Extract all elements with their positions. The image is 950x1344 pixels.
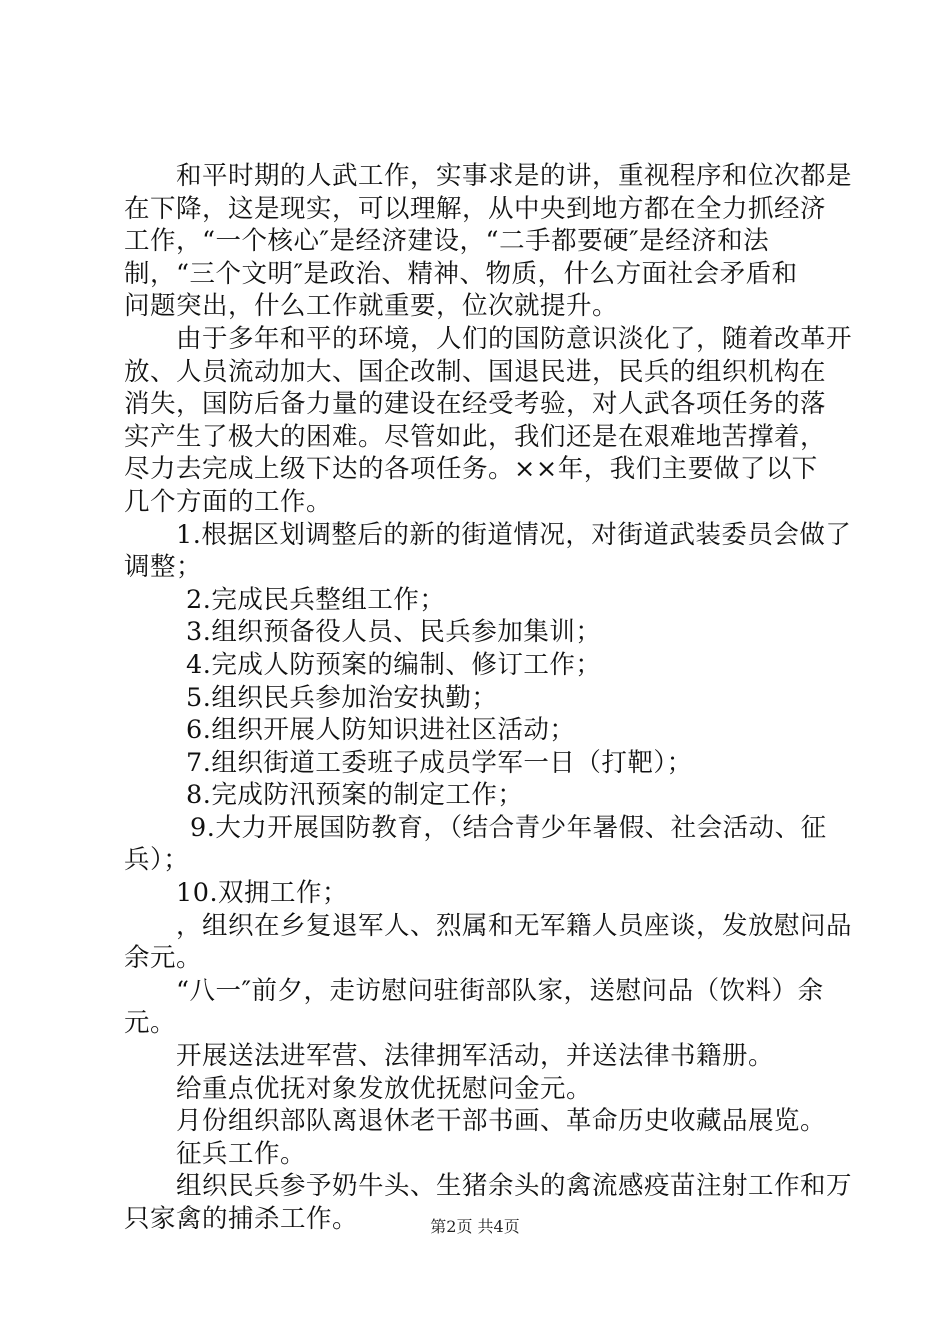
text-line: 消失，国防后备力量的建设在经受考验，对人武各项任务的落 <box>124 389 827 420</box>
list-item: 6.组织开展人防知识进社区活动； <box>186 715 576 746</box>
text-line: 放、人员流动加大、国企改制、国退民进，民兵的组织机构在 <box>124 356 827 387</box>
list-item: 2.完成民兵整组工作； <box>186 584 446 615</box>
page-number: 第2页 共4页 <box>430 1217 520 1236</box>
text-line: 给重点优抚对象发放优抚慰问金元。 <box>176 1073 593 1104</box>
text-line: 调整； <box>124 552 203 583</box>
document-body <box>124 160 853 1236</box>
text-line: 实产生了极大的困难。尽管如此，我们还是在艰难地苦撑着， <box>124 421 827 452</box>
list-item: 7.组织街道工委班子成员学军一日（打靶）； <box>186 747 693 778</box>
text-line: 只家禽的捕杀工作。 <box>124 1204 359 1234</box>
text-line: 组织民兵参予奶牛头、生猪余头的禽流感疫苗注射工作和万 <box>176 1171 853 1202</box>
list-item: 1.根据区划调整后的新的街道情况，对街道武装委员会做了 <box>176 519 852 550</box>
text-line: 尽力去完成上级下达的各项任务。××年，我们主要做了以下 <box>124 454 818 485</box>
text-line: 开展送法进军营、法律拥军活动，并送法律书籍册。 <box>176 1041 775 1072</box>
text-line: 月份组织部队离退休老干部书画、革命历史收藏品展览。 <box>176 1106 827 1137</box>
list-item: 8.完成防汛预案的制定工作； <box>186 780 524 811</box>
text-line: 和平时期的人武工作，实事求是的讲，重视程序和位次都是 <box>176 161 853 191</box>
text-line: 在下降，这是现实，可以理解，从中央到地方都在全力抓经济 <box>124 193 827 224</box>
text-line: 问题突出，什么工作就重要，位次就提升。 <box>124 291 619 322</box>
list-item: 9.大力开展国防教育，（结合青少年暑假、社会活动、征 <box>190 812 827 843</box>
list-item: 5.组织民兵参加治安执勤； <box>186 682 498 713</box>
text-line: 元。 <box>124 1008 177 1039</box>
text-line: 工作，“一个核心″是经济建设，“二手都要硬″是经济和法 <box>124 226 770 257</box>
text-line: “八一″前夕，走访慰问驻街部队家，送慰问品（饮料）余 <box>176 975 824 1006</box>
text-line: 征兵工作。 <box>176 1138 307 1169</box>
text-line: 几个方面的工作。 <box>124 486 333 517</box>
list-item: 10.双拥工作； <box>176 878 349 909</box>
text-line: 余元。 <box>124 943 203 974</box>
list-item: 3.组织预备役人员、民兵参加集训； <box>186 617 602 648</box>
list-item: 4.完成人防预案的编制、修订工作； <box>186 649 602 680</box>
text-line: 由于多年和平的环境，人们的国防意识淡化了，随着改革开 <box>176 323 853 354</box>
text-line: 兵）； <box>124 845 190 876</box>
text-line: 制，“三个文明″是政治、精神、物质，什么方面社会矛盾和 <box>124 258 798 289</box>
text-line: ，组织在乡复退军人、烈属和无军籍人员座谈，发放慰问品 <box>176 910 853 941</box>
